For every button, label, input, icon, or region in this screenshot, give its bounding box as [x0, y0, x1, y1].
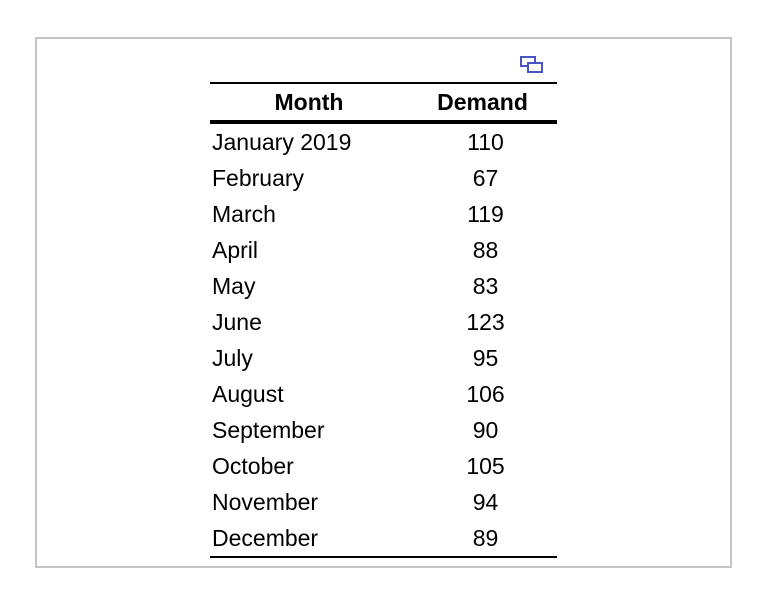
month-cell: June: [212, 308, 262, 335]
demand-cell: 95: [472, 344, 499, 371]
month-cell: May: [212, 272, 256, 299]
month-cell: December: [212, 524, 319, 551]
table-row: [210, 340, 557, 376]
demand-cell: 90: [472, 416, 499, 443]
table-row: [210, 484, 557, 520]
demand-cell: 110: [467, 128, 504, 155]
month-cell: August: [212, 380, 284, 407]
table-row: [210, 122, 557, 160]
month-cell: July: [212, 344, 253, 371]
table-row: [210, 160, 557, 196]
month-cell: April: [212, 236, 259, 263]
demand-cell: 94: [472, 488, 499, 515]
demand-cell: 67: [472, 164, 499, 191]
month-cell: March: [212, 200, 276, 227]
demand-table: [210, 82, 557, 558]
month-cell: October: [212, 452, 294, 479]
month-cell: September: [212, 416, 325, 443]
demand-cell: 106: [466, 380, 505, 407]
month-cell: November: [212, 488, 319, 515]
month-cell: January 2019: [212, 128, 352, 155]
demand-column-header: Demand: [437, 88, 528, 115]
demand-cell: 105: [466, 452, 505, 479]
table-row: [210, 448, 557, 484]
month-column-header: Month: [274, 88, 344, 115]
table-header-row: [210, 83, 557, 122]
table-row: [210, 304, 557, 340]
month-cell: February: [212, 164, 305, 191]
demand-cell: 123: [466, 308, 505, 335]
table-row: [210, 412, 557, 448]
table-row: [210, 520, 557, 557]
table-row: [210, 268, 557, 304]
demand-cell: 83: [472, 272, 499, 299]
copy-icon[interactable]: [519, 55, 545, 75]
demand-cell: 119: [467, 200, 504, 227]
demand-cell: 89: [472, 524, 499, 551]
table-row: [210, 196, 557, 232]
table-row: [210, 232, 557, 268]
demand-cell: 88: [472, 236, 499, 263]
table-row: [210, 376, 557, 412]
